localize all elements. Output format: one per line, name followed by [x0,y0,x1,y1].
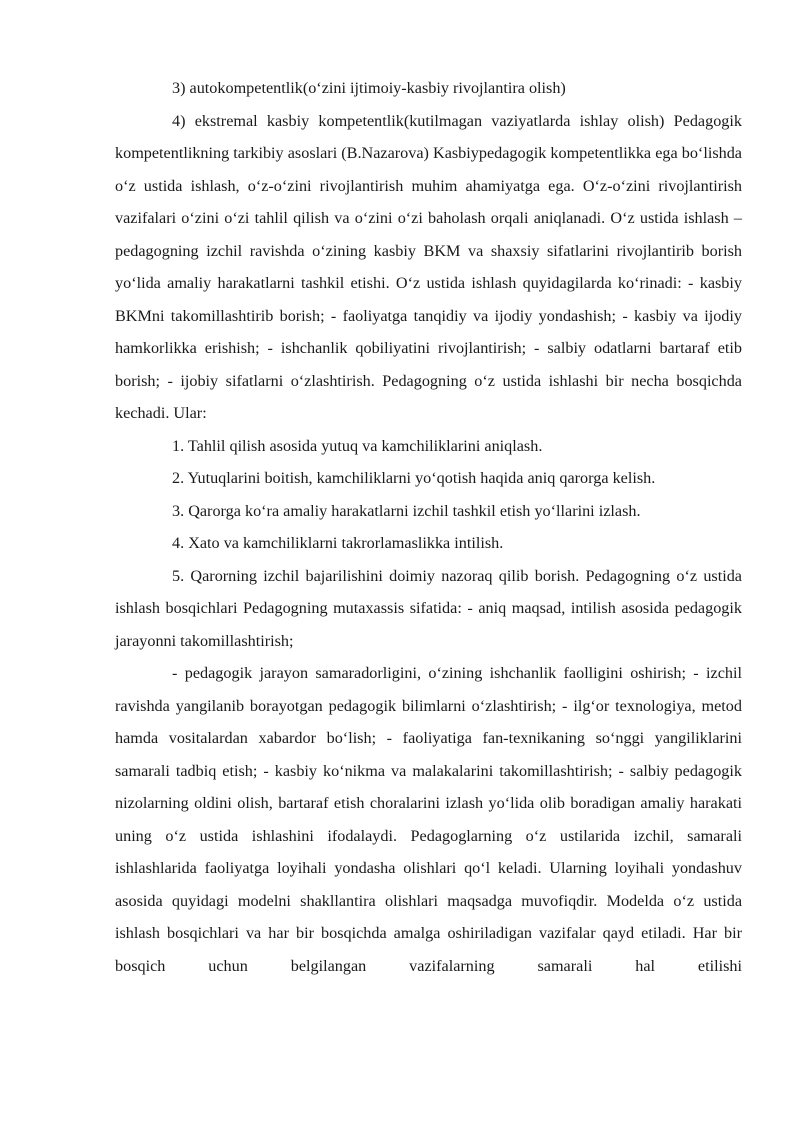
list-item-step-5: 5. Qarorning izchil bajarilishini doimiy nazoraq qilib borish. Pedagogning o‘z ustida ishlash bosqichlari Pedagogning mutaxassis sifatida: - aniq maqsad, intilish asosida pedagogik jarayonni takomillashtirish; [115,566,742,650]
list-item-step-4: 4. Xato va kamchiliklarni takrorlamaslikka intilish. [172,534,504,552]
list-item-step-3: 3. Qarorga ko‘ra amaliy harakatlarni izchil tashkil etish yo‘llarini izlash. [172,501,641,520]
list-item-step-2: 2. Yutuqlarini boitish, kamchiliklarni yo‘qotish haqida aniq qarorga kelish. [172,469,656,487]
list-item-step-1: 1. Tahlil qilish asosida yutuq va kamchiliklarini aniqlash. [172,436,543,455]
paragraph-pedagogik-jarayon: - pedagogik jarayon samaradorligini, o‘zining ishchanlik faolligini oshirish; - izchil ravishda yangilanib borayotgan pedagogik bilimlarni o‘zlashtirish; - ilg‘or texnologiya, metod hamda vositalardan xabardor bo‘lish; - faoliyatiga fan-texnikaning so‘nggi yangiliklarini samarali tadbiq etish; - kasbiy ko‘nikma va malakalarini takomillashtirish; - salbiy pedagogik nizolarning oldini olish, bartaraf etish choralarini izlash yo‘lida olib boradigan amaliy harakati uning o‘z ustida ishlashini ifodalaydi. Pedagoglarning o‘z ustilarida izchil, samarali ishlashlarida faoliyatga loyihali yondasha olishlari qo‘l keladi. Ularning loyihali yondashuv asosida quyidagi modelni shakllantira olishlari maqsadga muvofiqdir. Modelda o‘z ustida ishlash bosqichlari va har bir bosqichda amalga oshiriladigan vazifalar qayd etiladi. Har bir bosqich uchun belgilangan vazifalarning samarali hal etilishi [115,664,742,975]
paragraph-autokompetentlik: 3) autokompetentlik(o‘zini ijtimoiy-kasbiy rivojlantira olish) [172,79,566,97]
paragraph-ekstremal-kompetentlik: 4) ekstremal kasbiy kompetentlik(kutilmagan vaziyatlarda ishlay olish) Pedagogik kompetentlikning tarkibiy asoslari (B.Nazarova) Kasbiypedagogik kompetentlikka ega bo‘lishda o‘z ustida ishlash, o‘z-o‘zini rivojlantirish muhim ahamiyatga ega. O‘z-o‘zini rivojlantirish vazifalari o‘zini o‘zi tahlil qilish va o‘zini o‘zi baholash orqali aniqlanadi. O‘z ustida ishlash – pedagogning izchil ravishda o‘zining kasbiy BKM va shaxsiy sifatlarini rivojlantirib borish yo‘lida amaliy harakatlarni tashkil etishi. O‘z ustida ishlash quyidagilarda ko‘rinadi: - kasbiy BKMni takomillashtirib borish; - faoliyatga tanqidiy va ijodiy yondashish; - kasbiy va ijodiy hamkorlikka erishish; - ishchanlik qobiliyatini rivojlantirish; - salbiy odatlarni bartaraf etib borish; - ijobiy sifatlarni o‘zlashtirish. Pedagogning o‘z ustida ishlashi bir necha bosqichda kechadi. Ular: [115,111,742,422]
body-text [115,72,742,982]
